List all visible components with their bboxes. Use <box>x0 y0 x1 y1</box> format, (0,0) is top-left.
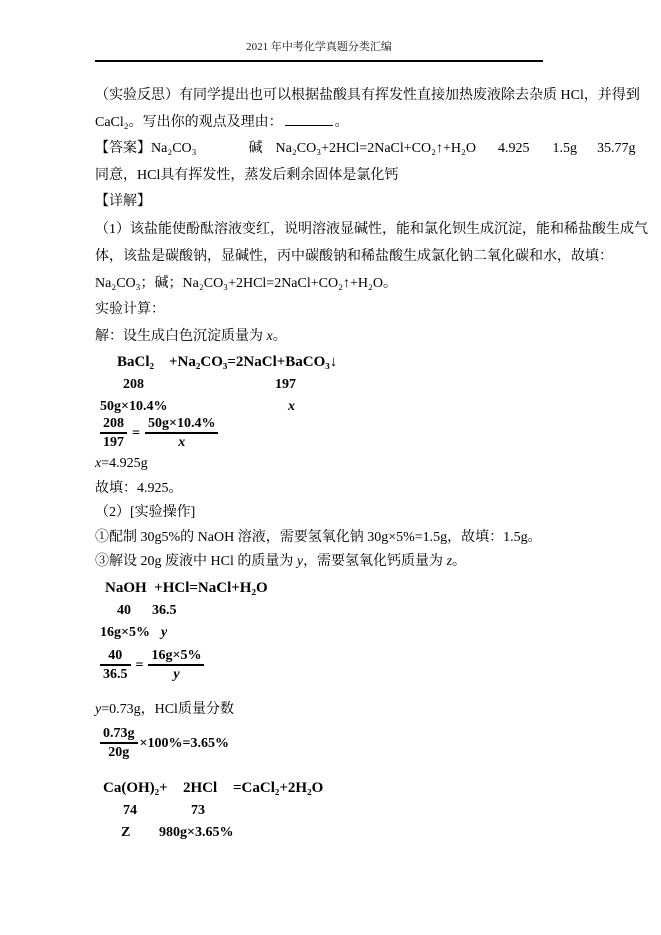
solve-text: 解：设生成白色沉淀质量为 <box>95 329 267 344</box>
variable-z: z <box>446 554 453 569</box>
question-line-2-period: 。 <box>334 115 349 130</box>
proportion-equation-1 <box>100 416 586 451</box>
equation-text: NaOH +HCl=NaCl+H₂O <box>105 580 268 596</box>
fraction <box>100 416 127 451</box>
equation-block-naoh <box>95 576 581 644</box>
result-x <box>95 452 581 476</box>
detail-line-2: 体，该盐是碳酸钠，显碱性，丙中碳酸钠和稀盐酸生成氯化钠二氧化碳和水，故填： <box>95 249 613 264</box>
given-mass: 16g×5% <box>100 625 150 640</box>
fraction-numerator: 50g×10.4% <box>145 416 218 434</box>
fraction <box>100 726 138 761</box>
variable-x: x <box>266 329 273 344</box>
result-value: =0.73g，HCl质量分数 <box>101 702 234 717</box>
variable-y: y <box>296 554 304 569</box>
part2-step-1: ①配制 30g5%的 NaOH 溶液，需要氢氧化钠 30g×5%=1.5g，故填：1.5g。 <box>95 530 542 545</box>
equation-text: BaCl₂ +Na₂CO₃=2NaCl+BaCO₃↓ <box>117 354 338 370</box>
fraction-numerator: 0.73g <box>100 726 138 744</box>
result-value: =4.925g <box>101 456 148 471</box>
variable-x: x <box>95 456 102 471</box>
fraction-denominator: x <box>178 435 186 450</box>
calculation-result: ×100%=3.65% <box>139 735 229 751</box>
equation-text: Ca(OH)₂+ <box>103 780 168 796</box>
proportion-equation-2 <box>100 648 586 683</box>
question-line-1: （实验反思）有同学提出也可以根据盐酸具有挥发性直接加热废液除去杂质 HCl，并得到 <box>95 88 640 103</box>
part2-step-2 <box>95 549 581 575</box>
equation-formula <box>95 576 581 600</box>
given-mass-row <box>95 396 581 418</box>
variable-y: y <box>95 702 102 717</box>
equation-text: =CaCl₂+2H₂O <box>233 780 324 796</box>
step-text: ③解设 20g 废液中 HCl 的质量为 <box>95 554 297 569</box>
fraction <box>148 648 204 683</box>
answer-item: 4.925 <box>497 141 530 156</box>
molar-mass: 208 <box>123 377 144 392</box>
answer-line-1 <box>95 135 636 162</box>
fraction-denominator: 20g <box>108 745 130 760</box>
step-text: ，需要氢氧化钙质量为 <box>303 554 447 569</box>
answer-item: Na₂CO₃ <box>151 141 197 156</box>
answer-blank-underline <box>285 111 333 126</box>
given-mass: 980g×3.65% <box>159 825 234 840</box>
equation-text: 2HCl <box>183 780 218 796</box>
answer-label: 【答案】 <box>95 141 151 156</box>
equation-formula <box>95 776 581 800</box>
molar-mass-row <box>95 374 581 396</box>
fraction-numerator: 40 <box>100 648 131 666</box>
question-line-2-text: CaCl₂。写出你的观点及理由： <box>95 115 283 130</box>
fraction-denominator: y <box>173 667 180 682</box>
variable-y: y <box>161 625 168 640</box>
given-mass-row <box>95 822 581 844</box>
question-line-2 <box>95 109 581 136</box>
fraction <box>145 416 218 451</box>
variable-x: x <box>288 399 295 414</box>
equals-sign: = <box>135 657 144 673</box>
given-mass: 50g×10.4% <box>100 399 168 414</box>
answer-item: 碱 <box>248 141 263 156</box>
detail-paragraph-1 <box>95 216 648 297</box>
page-header-title: 2021 年中考化学真题分类汇编 <box>246 41 392 53</box>
molar-mass-row <box>95 600 581 622</box>
solve-statement-1 <box>95 323 581 350</box>
molar-mass: 197 <box>275 377 296 392</box>
equation-formula <box>95 350 581 374</box>
fill-answer-1: 故填：4.925。 <box>95 481 183 496</box>
molar-mass: 40 <box>117 603 131 618</box>
detail-line-3: Na₂CO₃；碱；Na₂CO₃+2HCl=2NaCl+CO₂↑+H₂O。 <box>95 276 397 291</box>
given-mass-row <box>95 622 581 644</box>
mass-fraction-calculation <box>100 726 586 761</box>
answer-line-2: 同意，HCl具有挥发性，蒸发后剩余固体是氯化钙 <box>95 168 399 183</box>
page-header <box>95 38 543 62</box>
equation-block-bacl2 <box>95 350 581 418</box>
step-period: 。 <box>452 554 467 569</box>
answer-item: 35.77g <box>596 141 636 156</box>
molar-mass: 36.5 <box>152 603 177 618</box>
fraction-denominator: 197 <box>103 435 124 450</box>
detail-line-1: （1）该盐能使酚酞溶液变红，说明溶液显碱性，能和氯化钡生成沉淀，能和稀盐酸生成气 <box>95 222 648 237</box>
question-paragraph <box>95 82 640 136</box>
answer-item: Na₂CO₃+2HCl=2NaCl+CO₂↑+H₂O <box>275 141 476 156</box>
molar-mass-row <box>95 800 581 822</box>
fraction-numerator: 208 <box>100 416 127 434</box>
variable-z: Z <box>121 825 131 840</box>
part2-title: （2）[实验操作] <box>95 505 196 520</box>
result-y <box>95 697 581 723</box>
fraction-numerator: 16g×5% <box>148 648 204 666</box>
solve-period: 。 <box>272 329 287 344</box>
detail-label: 【详解】 <box>95 194 151 209</box>
equation-block-caoh2 <box>95 776 581 844</box>
molar-mass: 73 <box>191 803 205 818</box>
calc-title: 实验计算： <box>95 302 165 317</box>
answer-section <box>95 135 636 189</box>
fraction-denominator: 36.5 <box>103 667 128 682</box>
fraction <box>100 648 131 683</box>
molar-mass: 74 <box>123 803 137 818</box>
equals-sign: = <box>132 425 140 441</box>
answer-item: 1.5g <box>552 141 577 156</box>
